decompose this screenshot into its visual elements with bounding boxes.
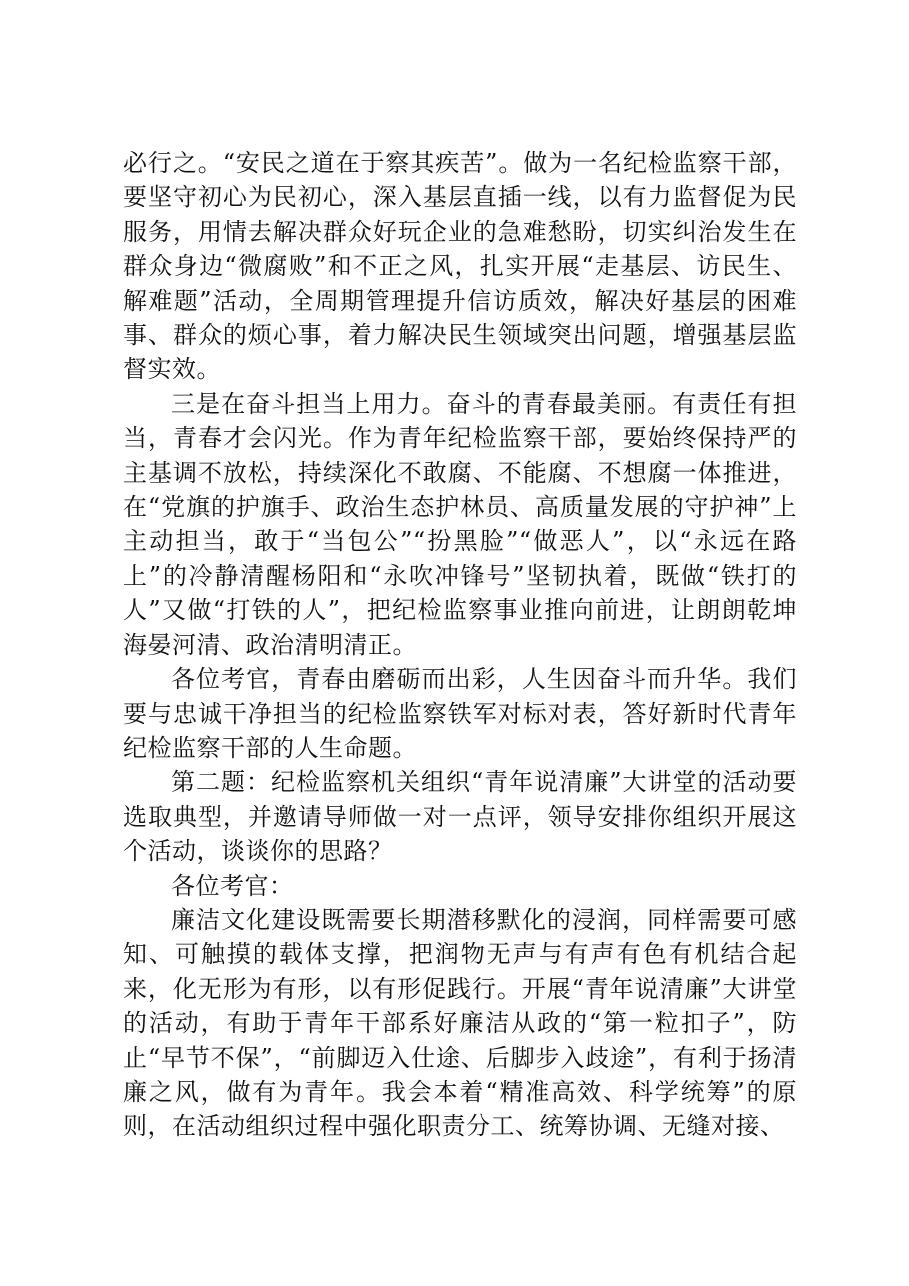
paragraph-conclusion: 各位考官，青春由磨砺而出彩，人生因奋斗而升华。我们要与忠诚干净担当的纪检监察铁军对标对表，答好新时代青年纪检监察干部的人生命题。 <box>123 665 797 762</box>
paragraph-question-two: 第二题：纪检监察机关组织“青年说清廉”大讲堂的活动要选取典型，并邀请导师做一对一点评，领导安排你组织开展这个活动，谈谈你的思路？ <box>123 768 797 866</box>
document-body <box>123 146 797 1144</box>
paragraph-greeting: 各位考官： <box>171 871 294 900</box>
paragraph-answer: 廉洁文化建设既需要长期潜移默化的浸润，同样需要可感知、可触摸的载体支撑，把润物无声与有声有色有机结合起来，化无形为有形，以有形促践行。开展“青年说清廉”大讲堂的活动，有助于青年干部系好廉洁从政的“第一粒扣子”，防止“早节不保”，“前脚迈入仕途、后脚步入歧途”，有利于扬清廉之风，做有为青年。我会本着“精准高效、科学统筹”的原则，在活动组织过程中强化职责分工、统筹协调、无缝对接、 <box>123 905 797 1141</box>
paragraph-continuation: 必行之。“安民之道在于察其疾苦”。做为一名纪检监察干部，要坚守初心为民初心，深入基层直插一线，以有力监督促为民服务，用情去解决群众好玩企业的急难愁盼，切实纠治发生在群众身边“微腐败”和不正之风，扎实开展“走基层、访民生、解难题”活动，全周期管理提升信访质效，解决好基层的困难事、群众的烦心事，着力解决民生领域突出问题，增强基层监督实效。 <box>123 149 797 384</box>
paragraph-point-three: 三是在奋斗担当上用力。奋斗的青春最美丽。有责任有担当，青春才会闪光。作为青年纪检监察干部，要始终保持严的主基调不放松，持续深化不敢腐、不能腐、不想腐一体推进，在“党旗的护旗手、政治生态护林员、高质量发展的守护神”上主动担当，敢于“当包公”“扮黑脸”“做恶人”，以“永远在路上”的冷静清醒杨阳和“永吹冲锋号”坚韧执着，既做“铁打的人”又做“打铁的人”，把纪检监察事业推向前进，让朗朗乾坤海晏河清、政治清明清正。 <box>123 389 797 659</box>
